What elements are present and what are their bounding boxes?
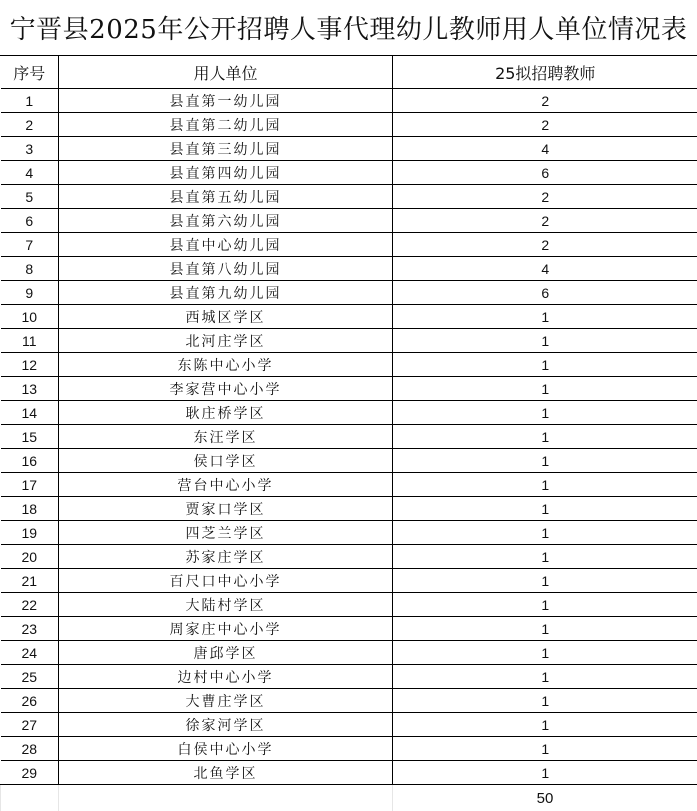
index-cell: 22 xyxy=(1,593,59,617)
index-cell: 20 xyxy=(1,545,59,569)
header-index: 序号 xyxy=(1,56,59,89)
count-cell: 1 xyxy=(393,569,697,593)
index-cell: 28 xyxy=(1,737,59,761)
count-cell: 1 xyxy=(393,329,697,353)
unit-cell: 县直第五幼儿园 xyxy=(59,185,393,209)
table-row xyxy=(1,665,697,689)
index-cell: 15 xyxy=(1,425,59,449)
table-row xyxy=(1,617,697,641)
index-cell: 26 xyxy=(1,689,59,713)
index-cell: 19 xyxy=(1,521,59,545)
count-cell: 2 xyxy=(393,89,697,113)
count-cell: 1 xyxy=(393,449,697,473)
index-cell: 14 xyxy=(1,401,59,425)
index-cell: 4 xyxy=(1,161,59,185)
index-cell: 8 xyxy=(1,257,59,281)
table-row xyxy=(1,281,697,305)
table-row xyxy=(1,713,697,737)
unit-cell: 县直第三幼儿园 xyxy=(59,137,393,161)
index-cell: 9 xyxy=(1,281,59,305)
unit-cell: 县直第八幼儿园 xyxy=(59,257,393,281)
index-cell: 18 xyxy=(1,497,59,521)
unit-cell: 侯口学区 xyxy=(59,449,393,473)
unit-cell: 东陈中心小学 xyxy=(59,353,393,377)
table-row xyxy=(1,545,697,569)
index-cell: 27 xyxy=(1,713,59,737)
table-row xyxy=(1,689,697,713)
table-row xyxy=(1,449,697,473)
unit-cell: 苏家庄学区 xyxy=(59,545,393,569)
unit-cell: 北河庄学区 xyxy=(59,329,393,353)
count-cell: 1 xyxy=(393,713,697,737)
count-cell: 1 xyxy=(393,641,697,665)
table-row xyxy=(1,257,697,281)
unit-cell: 县直第二幼儿园 xyxy=(59,113,393,137)
unit-cell: 徐家河学区 xyxy=(59,713,393,737)
unit-cell: 李家营中心小学 xyxy=(59,377,393,401)
total-index-cell xyxy=(1,785,59,811)
index-cell: 12 xyxy=(1,353,59,377)
count-cell: 1 xyxy=(393,761,697,785)
unit-cell: 边村中心小学 xyxy=(59,665,393,689)
count-cell: 2 xyxy=(393,233,697,257)
table-row xyxy=(1,329,697,353)
index-cell: 2 xyxy=(1,113,59,137)
unit-cell: 县直第一幼儿园 xyxy=(59,89,393,113)
unit-cell: 耿庄桥学区 xyxy=(59,401,393,425)
table-row xyxy=(1,473,697,497)
table-row xyxy=(1,377,697,401)
count-cell: 2 xyxy=(393,209,697,233)
count-cell: 2 xyxy=(393,185,697,209)
table-row xyxy=(1,737,697,761)
count-cell: 1 xyxy=(393,545,697,569)
index-cell: 24 xyxy=(1,641,59,665)
index-cell: 1 xyxy=(1,89,59,113)
table-row xyxy=(1,305,697,329)
index-cell: 5 xyxy=(1,185,59,209)
index-cell: 11 xyxy=(1,329,59,353)
unit-cell: 县直第六幼儿园 xyxy=(59,209,393,233)
table-row xyxy=(1,401,697,425)
unit-cell: 北鱼学区 xyxy=(59,761,393,785)
header-count: 25拟招聘教师 xyxy=(393,56,697,89)
total-row xyxy=(1,785,697,811)
unit-cell: 大曹庄学区 xyxy=(59,689,393,713)
table-row xyxy=(1,89,697,113)
count-cell: 1 xyxy=(393,377,697,401)
table-row xyxy=(1,161,697,185)
table-row xyxy=(1,521,697,545)
count-cell: 1 xyxy=(393,305,697,329)
count-cell: 1 xyxy=(393,689,697,713)
count-cell: 1 xyxy=(393,473,697,497)
table-row xyxy=(1,425,697,449)
count-cell: 1 xyxy=(393,737,697,761)
unit-cell: 西城区学区 xyxy=(59,305,393,329)
table-row xyxy=(1,569,697,593)
index-cell: 29 xyxy=(1,761,59,785)
table-row xyxy=(1,593,697,617)
unit-cell: 周家庄中心小学 xyxy=(59,617,393,641)
recruitment-table xyxy=(0,56,697,811)
count-cell: 1 xyxy=(393,665,697,689)
index-cell: 6 xyxy=(1,209,59,233)
count-cell: 4 xyxy=(393,257,697,281)
index-cell: 23 xyxy=(1,617,59,641)
unit-cell: 四芝兰学区 xyxy=(59,521,393,545)
index-cell: 17 xyxy=(1,473,59,497)
unit-cell: 东汪学区 xyxy=(59,425,393,449)
unit-cell: 营台中心小学 xyxy=(59,473,393,497)
count-cell: 4 xyxy=(393,137,697,161)
count-cell: 1 xyxy=(393,425,697,449)
table-row xyxy=(1,641,697,665)
index-cell: 25 xyxy=(1,665,59,689)
table-row xyxy=(1,233,697,257)
count-cell: 1 xyxy=(393,353,697,377)
table-row xyxy=(1,353,697,377)
index-cell: 10 xyxy=(1,305,59,329)
unit-cell: 白侯中心小学 xyxy=(59,737,393,761)
table-row xyxy=(1,185,697,209)
table-row xyxy=(1,137,697,161)
count-cell: 1 xyxy=(393,497,697,521)
total-unit-cell xyxy=(59,785,393,811)
unit-cell: 贾家口学区 xyxy=(59,497,393,521)
index-cell: 13 xyxy=(1,377,59,401)
table-title: 宁晋县2025年公开招聘人事代理幼儿教师用人单位情况表 xyxy=(0,0,697,56)
header-row xyxy=(1,56,697,89)
index-cell: 16 xyxy=(1,449,59,473)
unit-cell: 县直第九幼儿园 xyxy=(59,281,393,305)
index-cell: 7 xyxy=(1,233,59,257)
table-row xyxy=(1,761,697,785)
unit-cell: 大陆村学区 xyxy=(59,593,393,617)
count-cell: 1 xyxy=(393,401,697,425)
count-cell: 6 xyxy=(393,161,697,185)
count-cell: 2 xyxy=(393,113,697,137)
count-cell: 6 xyxy=(393,281,697,305)
total-count: 50 xyxy=(393,785,697,811)
unit-cell: 县直第四幼儿园 xyxy=(59,161,393,185)
table-row xyxy=(1,209,697,233)
index-cell: 3 xyxy=(1,137,59,161)
unit-cell: 百尺口中心小学 xyxy=(59,569,393,593)
header-unit: 用人单位 xyxy=(59,56,393,89)
count-cell: 1 xyxy=(393,593,697,617)
table-row xyxy=(1,113,697,137)
index-cell: 21 xyxy=(1,569,59,593)
count-cell: 1 xyxy=(393,617,697,641)
count-cell: 1 xyxy=(393,521,697,545)
unit-cell: 县直中心幼儿园 xyxy=(59,233,393,257)
unit-cell: 唐邱学区 xyxy=(59,641,393,665)
table-row xyxy=(1,497,697,521)
